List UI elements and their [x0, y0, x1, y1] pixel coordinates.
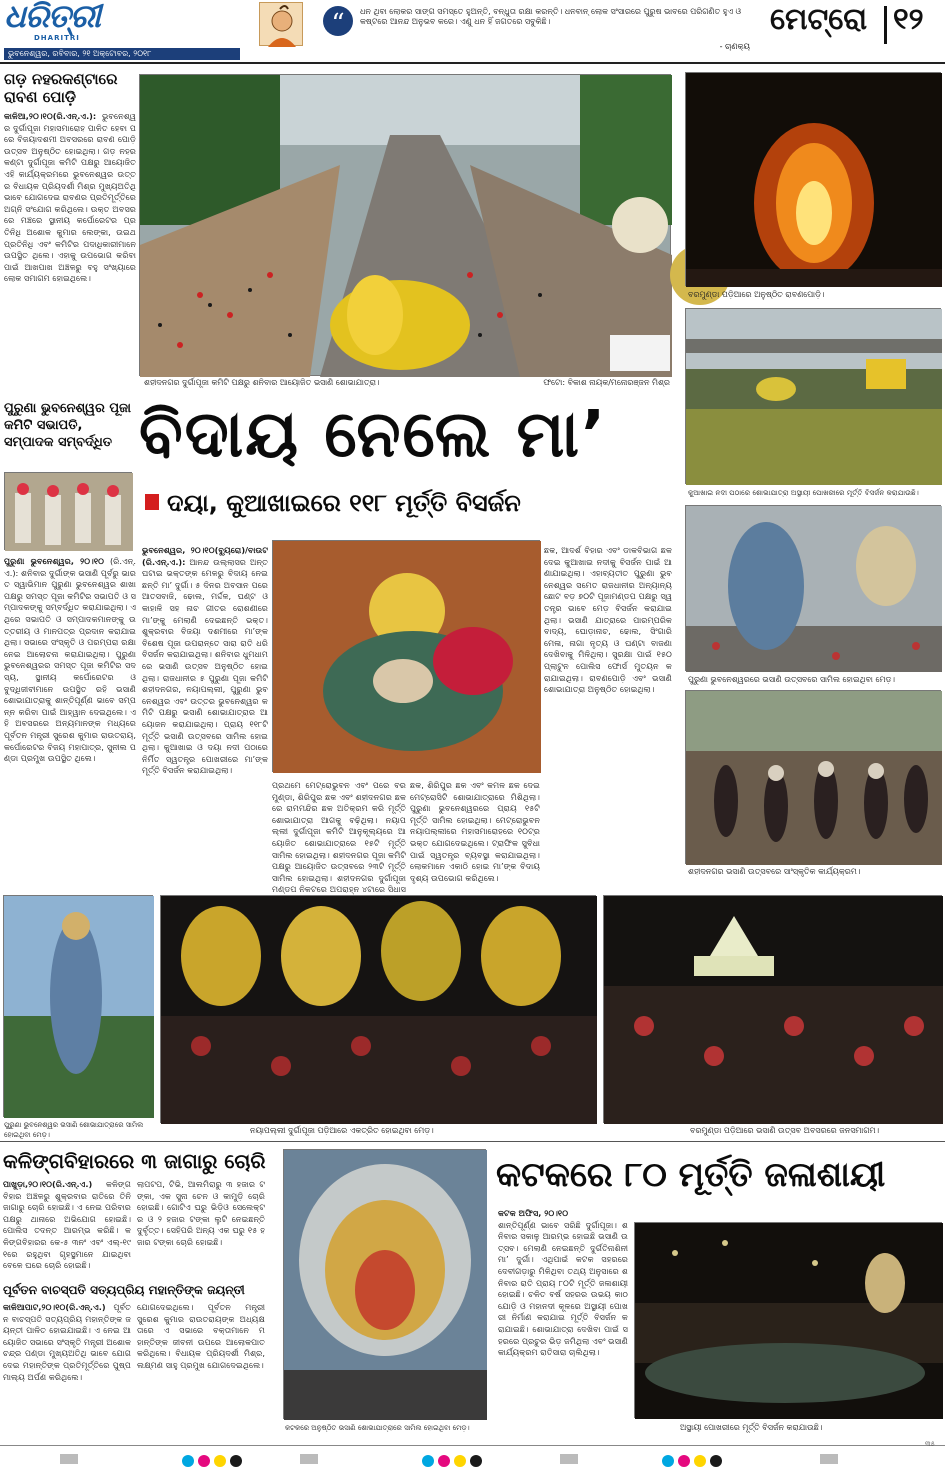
ravana-burning-photo [685, 72, 941, 286]
grey-block-3 [560, 1454, 578, 1464]
theft-dateline: ପାଖୁଡ଼ା,୨୦।୧୦(ରି.ଏନ୍.ଏ.) [3, 1179, 93, 1189]
fire-illustration [686, 73, 942, 287]
dancers-illustration [686, 691, 942, 865]
lead-col-2: ପ୍ରଥମେ ମେଟ୍ରୋଭୁବନ ଏବଂ ପରେ ବରମୁଣ୍ଡା, ଶିରିପୁର ଛକ ଏବଂ ଶହୀଦନଗର ଛକରେ ରାମମନ୍ଦିର ଛକ ଅତିକ୍ରମ କରି ମୂର୍ତ୍ତି ଶୋଭାଯାତ୍ରା ଆଗକୁ ବଢ଼ିଥିଲା। ନୟାପଲ୍ଲୀ ଦୁର୍ଗାପୂଜା କମିଟି ଆନୁକୂଲ୍ୟରେ ଆୟୋଜିତ ଶୋଭାଯାତ୍ରାରେ ୧୫ଟି ମୂର୍ତ୍ତି ସାମିଲ ହୋଇଥିଲା। ଶହୀଦନଗର ପୂଜା କମିଟି ପକ୍ଷରୁ ଆୟୋଜିତ ଉତ୍ସବରେ ୨୩ଟି ମୂର୍ତ୍ତି ସାମିଲ ହୋଇଥିଲା। ଶହୀଦନଗର ଦୁର୍ଗାପୂଜା ମଣ୍ଡପ ନିକଟରେ ଅପରାହ୍ନ ୪ଟାରେ ସିଧାସ [272, 780, 406, 895]
quote-author: - ଚାଣକ୍ୟ [719, 42, 750, 51]
river-immersion-photo [685, 308, 941, 484]
baramunda-illustration [604, 896, 943, 1124]
magenta-swatch [198, 1455, 210, 1467]
cuttack-dateline: କଟକ ଅଫିସ, ୨୦।୧୦ [498, 1208, 569, 1218]
cultural-dancers-photo [685, 690, 941, 864]
procession-illustration [140, 75, 672, 377]
cuttack-idol-illustration [284, 1150, 487, 1420]
baramunda-caption: ବରମୁଣ୍ଡା ପଡ଼ିଆରେ ଭସାଣି ଉତ୍ସବ ଅବସରରେ ଜନସମାଗମ। [690, 1126, 880, 1135]
nayapalli-crowd-photo [160, 895, 596, 1123]
cuttack-idol-photo [283, 1149, 486, 1419]
cyan-swatch [182, 1455, 194, 1467]
theft-story [3, 1147, 265, 1275]
lead-headline-block [139, 390, 674, 530]
page-number: ୧୨ [893, 2, 924, 37]
lead-subhead: ଦୟା, କୁଆଖାଇରେ ୧୧୮ ମୂର୍ତ୍ତି ବିସର୍ଜନ [167, 489, 521, 517]
cyan-swatch [422, 1455, 434, 1467]
cuttack-night-photo [634, 1222, 942, 1418]
main-photo-caption: ଶହୀଦନଗର ଦୁର୍ଗାପୂଜା କମିଟି ପକ୍ଷରୁ ଶନିବାର ଆୟୋଜିତ ଭସାଣି ଶୋଭାଯାତ୍ରା। [144, 378, 380, 387]
nayapalli-illustration [161, 896, 597, 1124]
yellow-swatch [694, 1455, 706, 1467]
section-title: ମେଟ୍ରୋ [770, 2, 868, 37]
black-swatch [470, 1455, 482, 1467]
ravana-headline: ଗଡ଼ ନହରକଣ୍ଟାରେ ରାବଣ ପୋଡ଼ି [4, 70, 118, 106]
lead-dateline: ଭୁବନେଶ୍ୱର, ୨୦।୧୦(ବ୍ୟୁରୋ)/ବାଉଟ(ରି.ଏନ୍.ଏ.): [142, 545, 268, 567]
magenta-swatch [438, 1455, 450, 1467]
section-divider [884, 6, 887, 44]
obit-col1-text: ପୂର୍ବତନ ବାଚସ୍ପତି ସତ୍ୟପ୍ରିୟ ମହାନ୍ତିଙ୍କ ଜୟନ୍ତୀ ପାଳିତ ହୋଇଯାଇଛି। ଏ ନେଇ ଆୟୋଜିତ ସଭାରେ ସଂସ୍କୃତି ମନ୍ତ୍ରୀ ଅଶୋକ ଚନ୍ଦ୍ର ପଣ୍ଡା ମୁଖ୍ୟଅତିଥି ଭାବେ ଯୋଗଦେଇ ମହାନ୍ତିଙ୍କ ପ୍ରତିମୂର୍ତ୍ତିରେ ପୁଷ୍ପମାଲ୍ୟ ଅର୍ପଣ କରିଥିଲେ। [3, 1302, 131, 1382]
statue-illustration [4, 896, 154, 1118]
puja-committee-story [4, 400, 136, 880]
obit-dateline: କାଳିଆପାଟ,୨୦।୧୦(ରି.ଏନ୍.ଏ.) [3, 1302, 106, 1312]
chanakya-illustration [260, 3, 304, 47]
lead-headline: ବିଦାୟ ନେଲେ ମା’ [139, 398, 608, 472]
black-swatch [230, 1455, 242, 1467]
dateline-bar [4, 48, 240, 60]
photo-credit: ଫଟୋ: ବିକାଶ ନାୟକ/ମନୋରଞ୍ଜନ ମିଶ୍ର [543, 378, 670, 387]
obit-headline: ପୂର୍ବତନ ବାଚସ୍ପତି ସତ୍ୟପ୍ରିୟ ମହାନ୍ତିଙ୍କ ଜୟନ୍ତୀ [3, 1283, 245, 1297]
river-photo-caption: କୁଆଖାଇ ନଦୀ ପଠାରେ ଶୋଭାଯାତ୍ରା ଅସ୍ଥାୟୀ ପୋଖରୀରେ ମୂର୍ତ୍ତି ବିସର୍ଜନ କରାଯାଉଛି। [688, 488, 919, 497]
dancers-caption: ଶହୀଦନଗର ଭସାଣି ଉତ୍ସବରେ ସାଂସ୍କୃତିକ କାର୍ଯ୍ୟକ୍ରମ। [688, 867, 861, 876]
obituary-story [3, 1282, 265, 1442]
nayapalli-caption: ନୟାପଲ୍ଲୀ ଦୁର୍ଗାପୂଜା ପଡ଼ିଆରେ ଏକତ୍ରିତ ହୋଇଥିବା ମେଡ଼। [250, 1126, 434, 1135]
puja-dateline: ପୁରୁଣା ଭୁବନେଶ୍ୱର, ୨୦।୧୦ [4, 556, 105, 566]
felicitation-photo [4, 472, 132, 550]
theft-headline: କଳିଙ୍ଗବିହାରରେ ୩ ଜାଗାରୁ ଚୋରି [3, 1149, 266, 1173]
hanuman-left-caption: ପୁରୁଣା ଭୁବନେଶ୍ୱର ଭସାଣି ଶୋଭାଯାତ୍ରାରେ ସାମିଲ ହୋଇଥିବା ମେଡ଼। [4, 1121, 144, 1139]
idol-immersion-photo [272, 540, 540, 772]
cuttack-night-caption: ଅସ୍ଥାୟୀ ପୋଖରୀରେ ମୂର୍ତ୍ତି ବିସର୍ଜନ କରାଯାଉଛି। [680, 1423, 823, 1432]
procession-street-photo [139, 74, 671, 376]
registration-swatches-right [660, 1452, 724, 1471]
immersion-illustration [273, 541, 541, 773]
theft-col1-text: କଳିଙ୍ଗବିହାର ଅଞ୍ଚଳରୁ ଶୁକ୍ରବାର ରାତିରେ ତିନି ଜାଗାରୁ ଚୋରି ହୋଇଛି। ଏ ନେଇ ପରିବାର ପକ୍ଷରୁ ଥାନାରେ ଅଭିଯୋଗ ହୋଇଛି। ପୋଲିସ ତଦନ୍ତ ଆରମ୍ଭ କରିଛି। କଳିଙ୍ଗବିହାରର କେ-୫ ୩ନଂ ଏବଂ ଏଲ୍-୧୯୧ରେ ରହୁଥିବା ଗୃହସ୍ଥମାନେ ଯାଇଥିବା ବେଳେ ଘରେ ଚୋରି ହୋଇଛି। [3, 1179, 131, 1271]
cuttack-headline: କଟକରେ ୮୦ ମୂର୍ତ୍ତି ଜଳାଶାୟୀ [496, 1155, 886, 1195]
hanuman-statue-photo [3, 895, 153, 1117]
theft-col-1 [3, 1179, 131, 1273]
ravana-dateline: କାଳିଆ,୨୦।୧୦(ରି.ଏନ୍.ଏ.): [4, 111, 97, 121]
page-mark: ୩୫ [925, 1440, 935, 1448]
masthead [0, 0, 945, 60]
lead-col-1 [142, 545, 268, 875]
puja-body [4, 556, 136, 876]
chanakya-portrait [259, 2, 303, 46]
cuttack-idol-caption: କଟକରେ ଅନୁଷ୍ଠିତ ଭସାଣି ଶୋଭାଯାତ୍ରାରେ ସାମିଲ ହୋଇଥିବା ମେଡ଼। [285, 1424, 470, 1432]
cuttack-body [498, 1208, 628, 1420]
felicitation-illustration [5, 473, 133, 551]
black-swatch [710, 1455, 722, 1467]
hanuman-illustration [686, 506, 942, 672]
newspaper-logo [4, 0, 240, 48]
lead-col-4: ଛକ, ଆଦର୍ଶ ବିହାର ଏବଂ ଡାକବିଭାଗ ଛକ ଦେଇ କୁଆଖାଇ ନଦୀକୁ ବିସର୍ଜନ ପାଇଁ ଆଣାଯାଇଥିଲା। ଏହାବ୍ୟତୀତ ପୁରୁଣା ଭୁବନେଶ୍ୱର ସମେତ ରାଜଧାନୀର ଅନ୍ୟାନ୍ୟ ଛୋଟ ବଡ଼ ୭୦ଟି ପୂଜାମଣ୍ଡପ ପକ୍ଷରୁ ସ୍ୱତନ୍ତ୍ର ଭାବେ ମେଡ଼ ବିସର୍ଜନ କରାଯାଇଥିଲା। ଭସାଣି ଯାତ୍ରାରେ ପାରମ୍ପରିକ ବାଦ୍ୟ, ଘୋଡ଼ାନାଚ, ଢୋଲ, ସିଂଗାରି ମେଳା, ନାଗା ନୃତ୍ୟ ଓ ଘଣ୍ଟା ବାଜଣା ଦେଖିବାକୁ ମିଳିଥିଲା। ସୁରକ୍ଷା ପାଇଁ ୧୫୦ ପ୍ଲାଟୁନ ପୋଲିସ ଫୋର୍ସ ମୁତୟନ କରାଯାଇଥିଲା। ରାବଣପୋଡ଼ି ଏବଂ ଭସାଣି ଶୋଭାଯାତ୍ରା ଅନୁଷ୍ଠିତ ହୋଇଥିଲା। [544, 545, 672, 695]
issue-date: ଭୁବନେଶ୍ୱର, ରବିବାର, ୨୧ ଅକ୍ଟୋବର, ୨୦୧୮ [8, 49, 152, 58]
color-registration-strip [0, 1440, 945, 1468]
quote-mark-icon: “ [323, 6, 353, 36]
puja-text: (ରି.ଏନ୍.ଏ.): ଶନିବାର ଦୁର୍ଗାଙ୍କ ଭସାଣି ପୂର୍ବରୁ ଭାରତ ସ୍ୱାଭିମାନ ପୁରୁଣା ଭୁବନେଶ୍ୱର ଶାଖା ପକ୍ଷରୁ ସମସ୍ତ ପୂଜା କମିଟିର ସଭାପତି ଓ ସମ୍ପାଦକଙ୍କୁ ସମ୍ବର୍ଦ୍ଧିତ କରାଯାଇଥିଲା। ଏଥିରେ ସଭାପତି ଓ ସମ୍ପାଦକମାନଙ୍କୁ ଉତ୍ତରୀୟ ଓ ମାନପତ୍ର ପ୍ରଦାନ କରାଯାଇଥିଲା। ସଭାରେ ସଂସ୍କୃତି ଓ ପରମ୍ପରା ରକ୍ଷା ନେଇ ଆଲୋଚନା କରାଯାଇଥିଲା। ପୁରୁଣା ଭୁବନେଶ୍ୱରର ସମସ୍ତ ପୂଜା କମିଟିର ସଦସ୍ୟ, ସ୍ଥାନୀୟ କର୍ପୋରେଟର ଓ ବୁଦ୍ଧିଜୀବୀମାନେ ଉପସ୍ଥିତ ରହି ଭସାଣି ଶୋଭାଯାତ୍ରାକୁ ଶାନ୍ତିପୂର୍ଣ୍ଣ ଭାବେ ସମ୍ପନ୍ନ କରିବା ପାଇଁ ଆହ୍ୱାନ ଦେଇଥିଲେ। ଏହି ଅବସରରେ ଅନ୍ୟମାନଙ୍କ ମଧ୍ୟରେ ପୂର୍ବତନ ମନ୍ତ୍ରୀ ସୁରେଶ କୁମାର ରାଉତରାୟ, କର୍ପୋରେଟର ବିଜୟ ମହାପାତ୍ର, ସୁନୀଲ ପଣ୍ଡା ପ୍ରମୁଖ ଉପସ୍ଥିତ ଥିଲେ। [4, 556, 136, 764]
ravana-story [4, 70, 136, 390]
logo-text: ଧରିତ୍ରୀ [4, 0, 100, 35]
cyan-swatch [662, 1455, 674, 1467]
yellow-swatch [214, 1455, 226, 1467]
chanakya-quote: ଧନ ଥିବା ଲୋକର ସାଙ୍ଗ ସମସ୍ତେ ହୁଅନ୍ତି, ବନ୍ଧୁତା ରକ୍ଷା କରନ୍ତି। ଧନବାନ୍ ଲୋକ ସଂସାରରେ ପୁରୁଷ ଭାବରେ ପରିଗଣିତ ହୁଏ ଓ କଷ୍ଟରେ ଆନନ୍ଦ ଅନୁଭବ କରେ। ଏଣୁ ଧନ ହିଁ ଜଗତରେ ସବୁକିଛି। [360, 7, 742, 26]
ravana-text: ଭୁବନେଶ୍ୱର ଦୁର୍ଗାପୂଜା ମହାସମାରୋହ ପାଳିତ ହେବା ପରେ ବିଜୟାଦଶମୀ ଅବସରରେ ରାବଣ ପୋଡ଼ି ଉତ୍ସବ ଅନୁଷ୍ଠିତ ହୋଇଥିଲା। ଗଡ଼ ନହରକଣ୍ଟା ଦୁର୍ଗାପୂଜା କମିଟି ପକ୍ଷରୁ ଆୟୋଜିତ ଏହି କାର୍ଯ୍ୟକ୍ରମରେ ଭୁବନେଶ୍ୱର ଉତ୍ତର ବିଧାୟକ ପ୍ରିୟଦର୍ଶୀ ମିଶ୍ର ମୁଖ୍ୟଅତିଥି ଭାବେ ଯୋଗଦେଇ ରାବଣର ପ୍ରତିମୂର୍ତ୍ତିରେ ଅଗ୍ନି ସଂଯୋଗ କରିଥିଲେ। ଉକ୍ତ ଅବସରରେ ମଞ୍ଚରେ ସ୍ଥାନୀୟ କର୍ପୋରେଟର ପ୍ରତିନିଧି ଅଶୋକ କୁମାର ଲେଙ୍କା, ଉଇଥ ପ୍ରତିନିଧି ଏବଂ କମିଟିର ପଦାଧିକାରୀମାନେ ଉପସ୍ଥିତ ଥିଲେ। ଏହାକୁ ଉପଭୋଗ କରିବା ପାଇଁ ଆଖପାଖ ଅଞ୍ଚଳରୁ ବହୁ ସଂଖ୍ୟାରେ ଲୋକ ସମାଗମ ହୋଇଥିଲେ। [4, 111, 136, 284]
masthead-rule [0, 62, 945, 64]
puja-headline: ପୁରୁଣା ଭୁବନେଶ୍ୱର ପୂଜା କମିଟି ସଭାପତି, ସମ୍ପାଦକ ସମ୍ବର୍ଦ୍ଧିତ [4, 401, 132, 450]
hanuman-idol-photo [685, 505, 941, 671]
baramunda-crowd-photo [603, 895, 942, 1123]
yellow-swatch [454, 1455, 466, 1467]
ravana-photo-caption: ବରମୁଣ୍ଡା ପଡ଼ିଆରେ ଅନୁଷ୍ଠିତ ରାବଣପୋଡ଼ି। [688, 290, 825, 299]
lead-col1-text: ଆନନ୍ଦ ଉଲ୍ଲାସର ଅନ୍ତ ଘଟାଇ ଭକ୍ତଙ୍କ ମେଳରୁ ବିଦାୟ ନେଇଛନ୍ତି ମା’ ଦୁର୍ଗା। ୫ ଦିନର ଅବସାନ ପରେ ଆତସବାଜି, ଢୋଲ, ମର୍ଦ୍ଦଳ, ଘଣ୍ଟ ଓ କାହାଳି ସହ ନାଚ ଗୀତର ରୋଶଣୀରେ ମା’ଙ୍କୁ ମେଲାଣି ଦେଇଛନ୍ତି ଭକ୍ତ। ଶୁକ୍ରବାର ବିଜୟା ଦଶମୀରେ ମା’ଙ୍କ ବିଶେଷ ପୂଜା ଉପରାନ୍ତେ ସାରା ରାତି ଧରି ବିସର୍ଜନ କରାଯାଇଥିଲା। ଶନିବାର ଧୁମଧାମରେ ଭସାଣି ଉତ୍ସବ ଅନୁଷ୍ଠିତ ହୋଇଥିଲା। ରାଜଧାନୀର ୫ ପୁରୁଣା ପୂଜା କମିଟି ଶହୀଦନଗର, ନୟାପଲ୍ଲୀ, ପୁରୁଣା ଭୁବନେଶ୍ୱର ଏବଂ ଉତ୍ତର ଭୁବନେଶ୍ୱର କମିଟି ପକ୍ଷରୁ ଭସାଣି ଶୋଭାଯାତ୍ରାର ଆୟୋଜନ କରାଯାଇଥିଲା। ପ୍ରାୟ ୧୧୮ଟି ମୂର୍ତ୍ତି ଭସାଣି ଉତ୍ସବରେ ସାମିଲ ହୋଇଥିଲା। କୁଆଖାଇ ଓ ଦୟା ନଦୀ ପଠାରେ ନିର୍ମିତ ସ୍ୱତନ୍ତ୍ର ପୋଖରୀରେ ମା’ଙ୍କ ମୂର୍ତ୍ତି ବିସର୍ଜନ କରାଯାଇଥିଲା। [142, 556, 268, 776]
grey-block-4 [820, 1454, 838, 1464]
lead-col-3: ଛକ, ଶିରିପୁର ଛକ ଏବଂ କମଳ ଛକ ଦେଇ ମେଟ୍ରୋସିଟି ଶୋଭାଯାତ୍ରାରେ ମିଶିଥିଲା। ପୁରୁଣା ଭୁବନେଶ୍ୱରରେ ପ୍ରାୟ ୧୫ଟି ମୂର୍ତ୍ତି ସାମିଲ ହୋଇଥିଲା। ମେଟ୍ରୋଭୁବନ ନୟାପଲ୍ଲୀରେ ମହାସମାରୋହରେ ୧୦ଟ୍ର ଭକ୍ତ ଯୋଗଦେଇଥିଲେ। ଟ୍ରାଫିକ ସୁବିଧା ପାଇଁ ସ୍ୱତନ୍ତ୍ର ବ୍ୟବସ୍ଥା କରାଯାଇଥିଲା। ଲୋକମାନେ ଏକାଠି ହୋଇ ମା’ଙ୍କ ବିଦାୟ ଦୃଶ୍ୟ ଉପଭୋଗ କରିଥିଲେ। [410, 780, 540, 883]
registration-swatches-mid [420, 1452, 484, 1471]
cuttack-text: ଶାନ୍ତିପୂର୍ଣ୍ଣ ଭାବେ ସରିଛି ଦୁର୍ଗାପୂଜା। ଶନିବାର ସକାଳୁ ଆରମ୍ଭ ହୋଇଛି ଭସାଣି ଉତ୍ସବ। ମେଲାଣି ନେଇଛନ୍ତି ଦୁର୍ଗତିନାଶିନୀ ମା’ ଦୁର୍ଗା। ଏଥିପାଇଁ କଟକ ସହରରେ ଦେବୀଗଡ଼ାରୁ ମିଳିଥିବା ତଥ୍ୟ ଅନୁସାରେ ଶନିବାର ରାତି ପ୍ରାୟ ୮୦ଟି ମୂର୍ତ୍ତି ଜଳାଶାୟୀ ହୋଇଛି। ଚଳିତ ବର୍ଷ ସହରର ଉଭୟ କାଠଯୋଡ଼ି ଓ ମହାନଦୀ କୂଳରେ ଅସ୍ଥାୟୀ ପୋଖରୀ ନିର୍ମାଣ କରାଯାଇ ମୂର୍ତ୍ତି ବିସର୍ଜନ କରାଯାଇଛି। ଶୋଭାଯାତ୍ରା ଦେଖିବା ପାଇଁ ସହରରେ ପ୍ରଚୁର ଭିଡ଼ ଜମିଥିଲା ଏବଂ ଭସାଣି କାର୍ଯ୍ୟକ୍ରମ ରାତିସାରା ଚାଲିଥିଲା। [498, 1219, 628, 1358]
section-rule [0, 1141, 945, 1142]
magenta-swatch [678, 1455, 690, 1467]
footer-rule [0, 1445, 945, 1446]
theft-col-2: ଲାପଟପ, ଟିଭି, ଆଲମିରାରୁ ୩ ହଜାର ଟଙ୍କା, ଏକ ସୁନା ଚେନ ଓ କାମୁଡ଼ି ଚୋରି ହୋଇଛି। ଗୋଟିଏ ଘରୁ ଭିଡ଼ିଓ ସେଲେକ୍ଟର ଓ ୨ ହଜାର ଟଙ୍କା ଲୁଟି ନେଇଛନ୍ତି ଦୁର୍ବୃତ୍ତ। ସେହିପରି ଅନ୍ୟ ଏକ ଘରୁ ୧୫ ହଜାର ଟଙ୍କା ଚୋରି ହୋଇଛି। [137, 1179, 265, 1247]
obit-col-2: ଯୋଗଦେଇଥିଲେ। ପୂର୍ବତନ ମନ୍ତ୍ରୀ ସୁରେଶ କୁମାର ରାଉତରାୟଙ୍କ ଅଧ୍ୟକ୍ଷତାରେ ଏ ସଭାରେ ବକ୍ତାମାନେ ମହାନ୍ତିଙ୍କ ଜୀବନୀ ଉପରେ ଆଲୋକପାତ କରିଥିଲେ। ବିଧାୟକ ପ୍ରିୟଦର୍ଶୀ ମିଶ୍ର, ଲକ୍ଷ୍ମଣ ସାହୁ ପ୍ରମୁଖ ଯୋଗଦେଇଥିଲେ। [137, 1302, 265, 1370]
obit-col-1 [3, 1302, 131, 1440]
logo-subtitle: DHARITRI [34, 34, 80, 42]
registration-swatches-left [180, 1452, 244, 1471]
subhead-bullet-icon [145, 494, 159, 510]
grey-block-1 [60, 1454, 78, 1464]
ravana-body [4, 111, 136, 389]
river-illustration [686, 309, 942, 485]
hanuman-right-caption: ପୁରୁଣା ଭୁବନେଶ୍ୱରରେ ଭସାଣି ଉତ୍ସବରେ ସାମିଲ ହୋଇଥିବା ମେଡ଼। [688, 675, 895, 684]
cuttack-night-illustration [635, 1223, 943, 1419]
grey-block-2 [300, 1454, 318, 1464]
